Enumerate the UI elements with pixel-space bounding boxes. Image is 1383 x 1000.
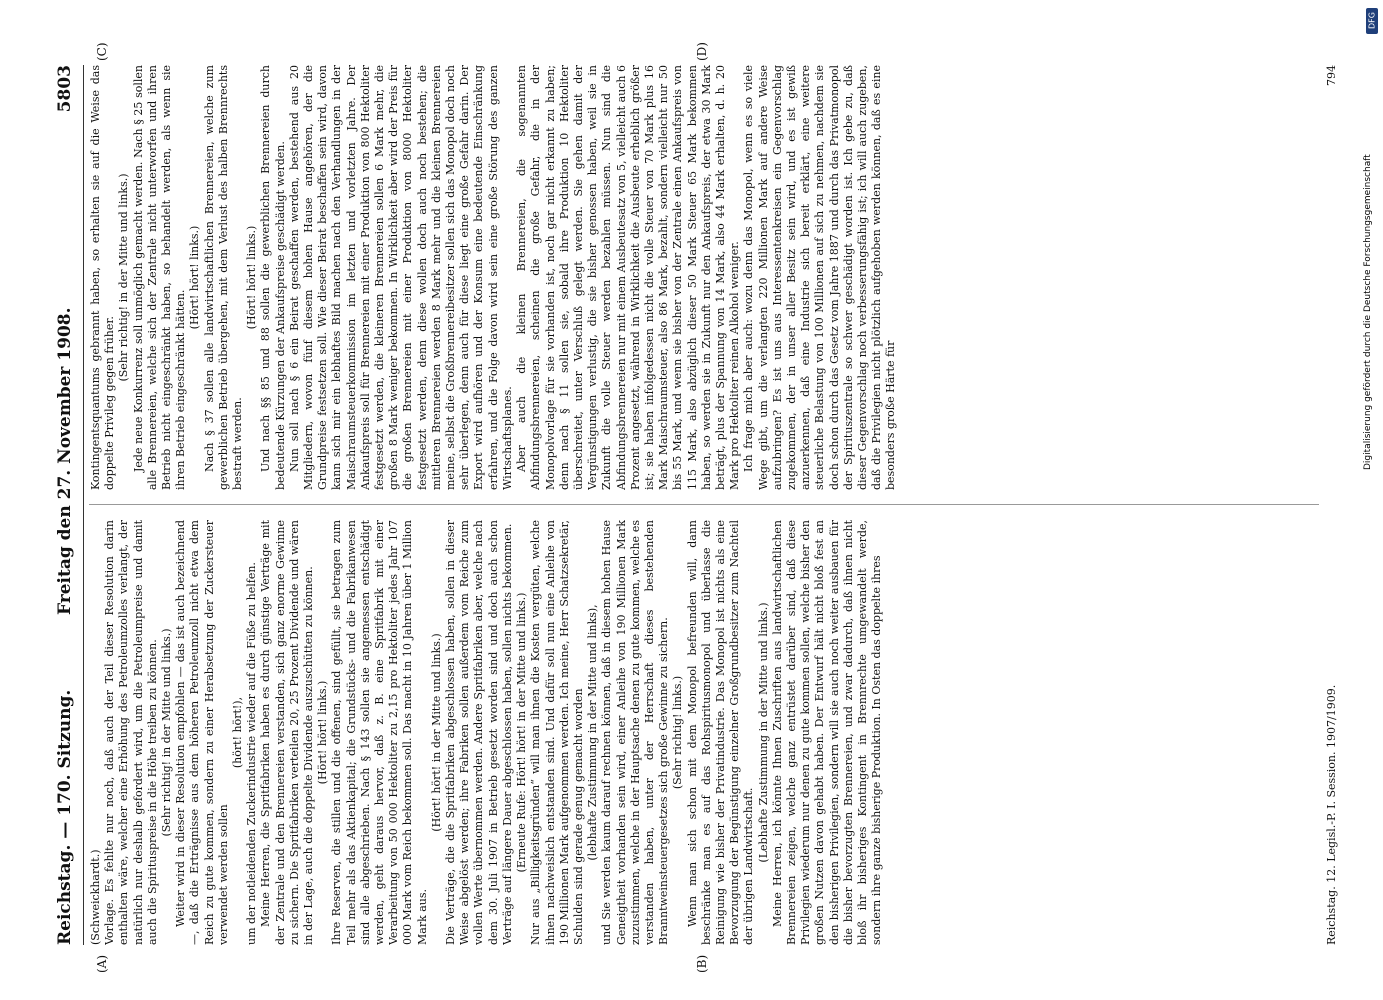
digitization-note: Digitalisierung gefördert durch die Deutsche Forschungsgemeinschaft [1363,154,1373,470]
paragraph: Ihre Reserven, die stillen und die offenen, sind gefüllt, sie betragen zum Teil mehr als das Aktienkapital; die Grundstücks- und die Fabrikanwesen sind alle abgeschrieben. Nach § 143 sollen sie angemessen entschädigt werden, geht daraus hervor, daß z. B. eine Spritfabrik mit einer Verarbeitung von 50 000 Hektoliter zu 2,15 pro Hektoliter jedes Jahr 107 000 Mark vom Reich bekommen soll. Das macht in 10 Jahren über 1 Million Mark aus. [330,520,429,945]
interjection: (Hört! hört! links.) [316,680,330,785]
margin-mark-b: (B) [695,954,709,973]
interjection: (lebhafte Zustimmung in der Mitte und links), [586,604,600,861]
paragraph: Ich frage mich aber auch: wozu denn das Monopol, wenn es so viele Wege gibt, um die verlangten 220 Millionen Mark auf andere Weise aufzubringen? Es ist uns aus Interessentenkreisen ein Gegenvorschlag zugekommen, der in unser aller Besitz sein wird, und es ist gewiß anzuerkennen, daß eine Industrie sich bereit erklärt, eine weitere steuerliche Belastung von 100 Millionen auf sich zu nehmen, nachdem sie doch schon durch das Gesetz vom Jahre 1887 und durch das Privatmonopol der Spirituszentrale so schwer geschädigt worden ist. Ich gebe zu, daß dieser Gegenvorschlag noch verbesserungsfähig ist; ich will auch zugeben, daß die Privilegien nicht plötzlich aufgehoben werden können, daß es eine besonders große Härte für [742,65,898,490]
header-left: Reichstag. — 170. Sitzung. [55,689,75,945]
interjection: (Sehr richtig! in der Mitte und links.) [160,628,174,837]
page-header [55,65,79,945]
interjection: (Erneute Rufe: Hört! hört! in der Mitte und links.) [515,592,529,873]
paragraph: Wenn man sich schon mit dem Monopol befreunden will, dann beschränke man es auf das Rohspiritusmonopol und überlasse die Reinigung wie bisher der Privatindustrie. Das Monopol ist nichts als eine Bevorzugung der Begünstigung einzelner Großgrundbesitzer zum Nachteil der übrigen Landwirtschaft. [685,520,756,945]
footer-session: Reichstag. 12. Legisl.-P. I. Session. 1907/1909. [1325,684,1338,945]
interjection: (Sehr richtig! in der Mitte und links.) [117,173,131,382]
paragraph: Vorlage. Es fehlte nur noch, daß auch der Teil dieser Resolution darin enthalten wäre, welcher eine Erhöhung des Petroleumzolles verlangt, der natürlich nur deshalb gefordert wird, um die Petroleumpreise und damit auch die Spirituspreise in die Höhe treiben zu können. [103,520,159,945]
interjection: (Lebhafte Zustimmung in der Mitte und links.) [756,602,770,863]
interjection: (Sehr richtig! links.) [671,675,685,790]
paragraph: Jede neue Konkurrenz soll unmöglich gemacht werden. Nach § 25 sollen alle Brennereien, welche sich der Zentrale nicht unterworfen und ihren Betrieb nicht eingeschränkt haben, so behandelt werden, als wenn sie ihren Betrieb eingeschränkt hätten. [131,65,188,490]
paragraph: um der notleidenden Zuckerindustrie wieder auf die Füße zu helfen. [245,562,259,945]
margin-mark-d: (D) [695,42,709,61]
paragraph: Aber auch die kleinen Brennereien, die sogenannten Abfindungsbrennereien, scheinen die große Gefahr, die in der Monopolvorlage für sie vorhanden ist, noch gar nicht erkannt zu haben; denn nach § 11 sollen sie, sobald ihre Produktion 10 Hektoliter überschreitet, unter Verschluß gelegt werden. Sie gehen damit der Vergünstigungen verlustig, die sie bisher genossen haben, weil sie in Zukunft die volle Steuer werden bezahlen müssen. Nun sind die Abfindungsbrennereien nur mit einem Ausbeutesatz von 5, vielleicht auch 6 Prozent angesetzt, während in Wirklichkeit die Ausbeute erheblich größer ist; sie haben infolgedessen nicht die volle Steuer von 70 Mark plus 16 Mark Maischraumsteuer, also 86 Mark, bezahlt, sondern vielleicht nur 50 bis 55 Mark, und wenn sie bisher von der Zentrale einen Ankaufspreis von 115 Mark, also abzüglich dieser 50 Mark Steuer 65 Mark bekommen haben, so werden sie in Zukunft nur den Ankaufspreis, der etwa 30 Mark beträgt, plus der Spannung von 14 Mark, also 44 Mark erhalten, d. h. 20 Mark pro Hektoliter reinen Alkohol weniger. [515,65,742,490]
interjection: (Hört! hört! links.) [188,225,202,330]
paragraph: und Sie werden kaum darauf rechnen können, daß in diesem hohen Hause Geneigtheit vorhanden sein wird, einer Anleihe von 190 Millionen Mark zuzustimmen, welche in der Hauptsache denen zu gute kommen, welche es verstanden haben, unter der Herrschaft dieses bestehenden Branntweinsteuergesetzes sich große Gewinne zu sichern. [600,520,671,945]
paragraph: Kontingentsquantums gebrannt haben, so erhalten sie auf die Weise das doppelte Privileg gegen früher. [89,65,117,490]
paragraph: Meine Herren, die Spritfabriken haben es durch günstige Verträge mit der Zentrale und den Brennereien verstanden, sich ganz enorme Gewinne zu sichern. Die Spritfabriken verteilen 20, 25 Prozent Dividende und wären in der Lage, auch die doppelte Dividende auszuschütten zu können. [259,520,316,945]
left-column [89,520,1339,945]
paragraph: Die Verträge, die die Spritfabriken abgeschlossen haben, sollen in dieser Weise abgelöst werden; ihre Fabriken sollen außerdem vom Reiche zum vollen Werte übernommen werden. Andere Spritfabriken aber, welche nach dem 30. Juli 1907 in Betrieb gesetzt worden sind und doch auch schon Verträge auf längere Dauer abgeschlossen haben, sollen nichts bekommen. [444,520,514,945]
interjection: (hört! hört!), [231,696,245,769]
interjection: (Hört! hört! links.) [245,225,259,330]
paragraph: Nur aus „Billigkeitsgründen“ will man ihnen die Kosten vergüten, welche ihnen nachweislich entstanden sind. Und dafür soll nun eine Anleihe von 190 Millionen Mark aufgenommen werden. Ich meine, Herr Schatzsekretär, Schulden sind gerade genug gemacht worden [529,520,585,945]
footer-sheet-number: 794 [1325,65,1338,86]
interjection: (Hört! hört! in der Mitte und links.) [429,633,443,832]
paragraph: Und nach §§ 85 und 88 sollen die gewerblichen Brennereien durch bedeutende Kürzungen der Ankaufspreise geschädigt werden. [259,65,287,490]
paragraph: Weiter wird in dieser Resolution empfohlen — das ist auch bezeichnend —, daß die Erträgnisse aus dem höheren Petroleumzoll nicht etwa dem Reich zu gute kommen, sondern zu einer Herabsetzung der Zuckersteuer verwendet werden sollen [174,520,230,945]
margin-mark-a: (A) [95,954,109,973]
page-number: 5803 [55,65,75,113]
margin-mark-c: (C) [95,42,109,61]
paragraph: Nach § 37 sollen alle landwirtschaftlichen Brennereien, welche zum gewerblichen Betrieb übergehen, mit dem Verlust des halben Brennrechts bestraft werden. [202,65,245,490]
speaker: (Schweickhardt.) [89,849,102,945]
right-column [89,65,1339,490]
header-rule [83,65,84,945]
dfg-logo-icon: DFG [1366,8,1378,34]
paragraph: Nun soll nach § 6 ein Beirat geschaffen werden, bestehend aus 20 Mitgliedern, wovon fünf diesem hohen Hause angehören, der die Grundpreise festsetzen soll. Wie dieser Beirat beschaffen sein wird, davon kann sich mir ein lebhaftes Bild machen nach den Verhandlungen in der Maischraumsteuerkommission im letzten und vorletzten Jahre. Der Ankaufspreis soll für Brennereien mit einer Produktion von 800 Hektoliter festgesetzt werden, die kleineren Brennereien sollen 6 Mark mehr, die großen 8 Mark weniger bekommen. In Wirklichkeit aber wird der Preis für die großen Brennereien mit einer Produktion von 8000 Hektoliter festgesetzt werden, denn diese wollen doch auch noch bestehen; die mittleren Brennereien werden 8 Mark mehr und die kleinen Brennereien meine, selbst die Großbrennereibesitzer sollen sich das Monopol doch noch sehr überlegen, denn auch für diese liegt eine große Gefahr darin. Der Export wird aufhören und der Konsum eine bedeutende Einschränkung erfahren, und die Folge davon wird sein eine große Störung des ganzen Wirtschaftsplanes. [287,65,514,490]
paragraph: Meine Herren, ich könnte Ihnen Zuschriften aus landwirtschaftlichen Brennereien zeigen, welche ganz entrüstet darüber sind, daß diese Privilegien wiederum nur denen zu gute kommen sollen, welche bisher den großen Nutzen davon gehabt haben. Der Entwurf hält nicht bloß fest an den bisherigen Privilegien, sondern will sie auch noch weiter ausbauen für die bisher bevorzugten Brennereien, und zwar dadurch, daß ihnen nicht bloß ihr bisheriges Kontingent in Brennrechte umgewandelt werde, sondern ihre ganze bisherige Produktion. In Osten das doppelte ihres [770,520,884,945]
header-date: Freitag den 27. November 1908. [55,307,75,615]
rotated-page [55,42,1345,973]
column-divider [89,504,1319,505]
